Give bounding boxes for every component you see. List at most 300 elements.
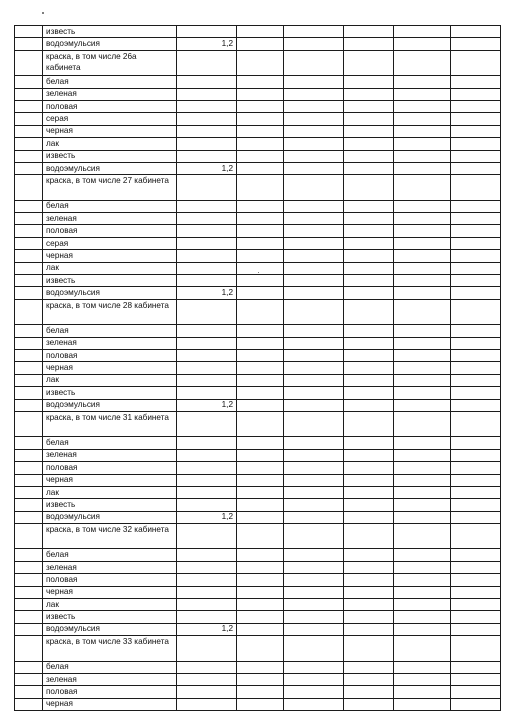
empty-cell bbox=[451, 349, 501, 361]
empty-cell bbox=[284, 524, 344, 549]
empty-cell bbox=[394, 462, 451, 474]
empty-cell bbox=[394, 225, 451, 237]
empty-cell bbox=[237, 362, 284, 374]
index-cell bbox=[15, 574, 43, 586]
table-row bbox=[15, 150, 501, 162]
material-name-cell: половая bbox=[43, 462, 177, 474]
empty-cell bbox=[394, 387, 451, 399]
empty-cell bbox=[394, 76, 451, 88]
empty-cell bbox=[451, 200, 501, 212]
empty-cell bbox=[451, 225, 501, 237]
empty-cell bbox=[237, 549, 284, 561]
empty-cell bbox=[394, 162, 451, 174]
empty-cell bbox=[284, 362, 344, 374]
empty-cell bbox=[344, 225, 394, 237]
empty-cell bbox=[237, 349, 284, 361]
table-row bbox=[15, 549, 501, 561]
empty-cell bbox=[284, 661, 344, 673]
empty-cell bbox=[451, 88, 501, 100]
empty-cell bbox=[284, 76, 344, 88]
empty-cell bbox=[344, 499, 394, 511]
table-row bbox=[15, 449, 501, 461]
empty-cell bbox=[451, 524, 501, 549]
empty-cell bbox=[284, 200, 344, 212]
empty-cell bbox=[394, 511, 451, 523]
material-name-cell: зеленая bbox=[43, 561, 177, 573]
material-name-cell: белая bbox=[43, 200, 177, 212]
empty-cell bbox=[394, 499, 451, 511]
empty-cell bbox=[394, 100, 451, 112]
table-row bbox=[15, 100, 501, 112]
material-name-cell: зеленая bbox=[43, 213, 177, 225]
empty-cell bbox=[237, 138, 284, 150]
empty-cell bbox=[284, 673, 344, 685]
table-row bbox=[15, 50, 501, 75]
empty-cell bbox=[284, 599, 344, 611]
empty-cell bbox=[344, 462, 394, 474]
empty-cell bbox=[394, 623, 451, 635]
table-row bbox=[15, 250, 501, 262]
empty-cell bbox=[344, 287, 394, 299]
table-row bbox=[15, 574, 501, 586]
index-cell bbox=[15, 462, 43, 474]
index-cell bbox=[15, 673, 43, 685]
empty-cell bbox=[344, 88, 394, 100]
index-cell bbox=[15, 150, 43, 162]
index-cell bbox=[15, 362, 43, 374]
empty-cell bbox=[451, 636, 501, 661]
empty-cell bbox=[451, 486, 501, 498]
empty-cell bbox=[284, 686, 344, 698]
index-cell bbox=[15, 100, 43, 112]
empty-cell bbox=[451, 162, 501, 174]
empty-cell bbox=[451, 623, 501, 635]
empty-cell bbox=[451, 449, 501, 461]
empty-cell bbox=[284, 349, 344, 361]
material-name-cell: зеленая bbox=[43, 88, 177, 100]
empty-cell bbox=[284, 561, 344, 573]
materials-table bbox=[14, 25, 501, 711]
empty-cell bbox=[451, 76, 501, 88]
coefficient-cell bbox=[177, 325, 237, 337]
empty-cell bbox=[344, 262, 394, 274]
empty-cell bbox=[284, 511, 344, 523]
empty-cell bbox=[284, 38, 344, 50]
table-row bbox=[15, 162, 501, 174]
index-cell bbox=[15, 524, 43, 549]
empty-cell bbox=[284, 88, 344, 100]
empty-cell bbox=[284, 411, 344, 436]
table-row bbox=[15, 287, 501, 299]
material-name-cell: половая bbox=[43, 686, 177, 698]
empty-cell bbox=[394, 374, 451, 386]
coefficient-cell: 1,2 bbox=[177, 162, 237, 174]
empty-cell bbox=[344, 349, 394, 361]
coefficient-cell bbox=[177, 150, 237, 162]
table-row bbox=[15, 561, 501, 573]
empty-cell bbox=[451, 262, 501, 274]
empty-cell bbox=[344, 549, 394, 561]
empty-cell bbox=[451, 50, 501, 75]
empty-cell bbox=[451, 113, 501, 125]
coefficient-cell bbox=[177, 686, 237, 698]
empty-cell bbox=[344, 686, 394, 698]
empty-cell bbox=[237, 162, 284, 174]
empty-cell bbox=[237, 399, 284, 411]
index-cell bbox=[15, 237, 43, 249]
index-cell bbox=[15, 337, 43, 349]
empty-cell bbox=[284, 225, 344, 237]
empty-cell bbox=[237, 88, 284, 100]
coefficient-cell bbox=[177, 411, 237, 436]
empty-cell bbox=[237, 449, 284, 461]
table-row bbox=[15, 524, 501, 549]
material-name-cell: черная bbox=[43, 250, 177, 262]
empty-cell bbox=[344, 524, 394, 549]
empty-cell bbox=[451, 325, 501, 337]
empty-cell bbox=[451, 698, 501, 710]
coefficient-cell bbox=[177, 599, 237, 611]
table-row bbox=[15, 686, 501, 698]
empty-cell bbox=[284, 299, 344, 324]
empty-cell bbox=[344, 76, 394, 88]
coefficient-cell bbox=[177, 100, 237, 112]
table-row bbox=[15, 299, 501, 324]
empty-cell bbox=[284, 213, 344, 225]
empty-cell bbox=[394, 449, 451, 461]
coefficient-cell: 1,2 bbox=[177, 38, 237, 50]
empty-cell bbox=[237, 486, 284, 498]
coefficient-cell bbox=[177, 561, 237, 573]
index-cell bbox=[15, 250, 43, 262]
material-name-cell: краска, в том числе 32 кабинета bbox=[43, 524, 177, 549]
empty-cell bbox=[344, 325, 394, 337]
index-cell bbox=[15, 125, 43, 137]
empty-cell bbox=[394, 287, 451, 299]
empty-cell bbox=[284, 437, 344, 449]
empty-cell bbox=[344, 50, 394, 75]
index-cell bbox=[15, 474, 43, 486]
empty-cell bbox=[344, 200, 394, 212]
empty-cell bbox=[237, 113, 284, 125]
index-cell bbox=[15, 175, 43, 200]
empty-cell bbox=[237, 325, 284, 337]
coefficient-cell bbox=[177, 299, 237, 324]
index-cell bbox=[15, 387, 43, 399]
empty-cell bbox=[344, 162, 394, 174]
index-cell bbox=[15, 586, 43, 598]
empty-cell bbox=[451, 549, 501, 561]
empty-cell bbox=[284, 262, 344, 274]
table-row bbox=[15, 623, 501, 635]
table-row bbox=[15, 26, 501, 38]
empty-cell bbox=[237, 213, 284, 225]
empty-cell bbox=[394, 262, 451, 274]
empty-cell bbox=[394, 698, 451, 710]
material-name-cell: черная bbox=[43, 362, 177, 374]
empty-cell bbox=[284, 387, 344, 399]
index-cell bbox=[15, 486, 43, 498]
material-name-cell: лак bbox=[43, 262, 177, 274]
coefficient-cell bbox=[177, 225, 237, 237]
index-cell bbox=[15, 38, 43, 50]
empty-cell bbox=[451, 175, 501, 200]
empty-cell bbox=[394, 362, 451, 374]
empty-cell bbox=[451, 299, 501, 324]
material-name-cell: известь bbox=[43, 26, 177, 38]
material-name-cell: половая bbox=[43, 349, 177, 361]
empty-cell bbox=[394, 661, 451, 673]
empty-cell bbox=[284, 337, 344, 349]
index-cell bbox=[15, 349, 43, 361]
empty-cell bbox=[451, 673, 501, 685]
table-row bbox=[15, 275, 501, 287]
coefficient-cell bbox=[177, 362, 237, 374]
empty-cell bbox=[237, 387, 284, 399]
empty-cell bbox=[344, 636, 394, 661]
material-name-cell: водоэмульсия bbox=[43, 511, 177, 523]
index-cell bbox=[15, 698, 43, 710]
index-cell bbox=[15, 213, 43, 225]
coefficient-cell bbox=[177, 387, 237, 399]
index-cell bbox=[15, 399, 43, 411]
empty-cell bbox=[344, 374, 394, 386]
empty-cell bbox=[451, 337, 501, 349]
empty-cell bbox=[237, 698, 284, 710]
empty-cell bbox=[451, 437, 501, 449]
coefficient-cell bbox=[177, 499, 237, 511]
table-row bbox=[15, 511, 501, 523]
empty-cell bbox=[394, 275, 451, 287]
empty-cell bbox=[451, 100, 501, 112]
table-row bbox=[15, 661, 501, 673]
table-row bbox=[15, 586, 501, 598]
empty-cell bbox=[237, 200, 284, 212]
table-row bbox=[15, 175, 501, 200]
table-row bbox=[15, 262, 501, 274]
empty-cell bbox=[344, 411, 394, 436]
empty-cell bbox=[284, 113, 344, 125]
index-cell bbox=[15, 374, 43, 386]
index-cell bbox=[15, 50, 43, 75]
empty-cell bbox=[284, 237, 344, 249]
empty-cell bbox=[237, 237, 284, 249]
empty-cell bbox=[394, 599, 451, 611]
empty-cell bbox=[394, 437, 451, 449]
material-name-cell: серая bbox=[43, 237, 177, 249]
material-name-cell: водоэмульсия bbox=[43, 38, 177, 50]
index-cell bbox=[15, 661, 43, 673]
material-name-cell: известь bbox=[43, 275, 177, 287]
empty-cell bbox=[344, 299, 394, 324]
empty-cell bbox=[237, 524, 284, 549]
coefficient-cell bbox=[177, 636, 237, 661]
material-name-cell: белая bbox=[43, 437, 177, 449]
empty-cell bbox=[344, 673, 394, 685]
coefficient-cell bbox=[177, 175, 237, 200]
empty-cell bbox=[344, 237, 394, 249]
empty-cell bbox=[284, 325, 344, 337]
empty-cell bbox=[451, 474, 501, 486]
empty-cell bbox=[237, 511, 284, 523]
index-cell bbox=[15, 275, 43, 287]
empty-cell bbox=[451, 574, 501, 586]
empty-cell bbox=[344, 150, 394, 162]
empty-cell bbox=[284, 574, 344, 586]
table-row bbox=[15, 636, 501, 661]
empty-cell bbox=[394, 611, 451, 623]
empty-cell bbox=[284, 499, 344, 511]
coefficient-cell bbox=[177, 26, 237, 38]
empty-cell bbox=[394, 50, 451, 75]
index-cell bbox=[15, 299, 43, 324]
material-name-cell: лак bbox=[43, 374, 177, 386]
empty-cell bbox=[284, 50, 344, 75]
coefficient-cell bbox=[177, 673, 237, 685]
material-name-cell: черная bbox=[43, 125, 177, 137]
coefficient-cell bbox=[177, 661, 237, 673]
empty-cell bbox=[451, 561, 501, 573]
coefficient-cell bbox=[177, 486, 237, 498]
coefficient-cell bbox=[177, 88, 237, 100]
coefficient-cell bbox=[177, 250, 237, 262]
empty-cell bbox=[394, 175, 451, 200]
empty-cell bbox=[237, 474, 284, 486]
empty-cell bbox=[284, 175, 344, 200]
empty-cell bbox=[451, 125, 501, 137]
empty-cell bbox=[344, 486, 394, 498]
empty-cell bbox=[237, 100, 284, 112]
material-name-cell: известь bbox=[43, 611, 177, 623]
empty-cell bbox=[284, 474, 344, 486]
empty-cell bbox=[394, 250, 451, 262]
empty-cell bbox=[284, 100, 344, 112]
empty-cell bbox=[344, 38, 394, 50]
empty-cell bbox=[237, 437, 284, 449]
empty-cell bbox=[284, 287, 344, 299]
empty-cell bbox=[284, 586, 344, 598]
empty-cell bbox=[237, 462, 284, 474]
table-row bbox=[15, 411, 501, 436]
empty-cell bbox=[237, 611, 284, 623]
table-row bbox=[15, 325, 501, 337]
empty-cell bbox=[237, 636, 284, 661]
empty-cell bbox=[344, 362, 394, 374]
material-name-cell: черная bbox=[43, 586, 177, 598]
empty-cell bbox=[394, 673, 451, 685]
empty-cell bbox=[284, 462, 344, 474]
empty-cell bbox=[451, 213, 501, 225]
empty-cell bbox=[344, 437, 394, 449]
empty-cell bbox=[344, 250, 394, 262]
empty-cell bbox=[344, 661, 394, 673]
empty-cell bbox=[344, 337, 394, 349]
coefficient-cell bbox=[177, 113, 237, 125]
material-name-cell: белая bbox=[43, 549, 177, 561]
coefficient-cell bbox=[177, 213, 237, 225]
coefficient-cell: 1,2 bbox=[177, 511, 237, 523]
index-cell bbox=[15, 225, 43, 237]
empty-cell bbox=[237, 411, 284, 436]
empty-cell bbox=[394, 299, 451, 324]
empty-cell bbox=[451, 611, 501, 623]
empty-cell bbox=[237, 499, 284, 511]
empty-cell bbox=[394, 686, 451, 698]
table-row bbox=[15, 499, 501, 511]
empty-cell bbox=[284, 549, 344, 561]
empty-cell bbox=[394, 325, 451, 337]
coefficient-cell bbox=[177, 474, 237, 486]
empty-cell bbox=[394, 399, 451, 411]
empty-cell bbox=[237, 38, 284, 50]
empty-cell bbox=[394, 125, 451, 137]
empty-cell bbox=[284, 150, 344, 162]
empty-cell bbox=[344, 599, 394, 611]
empty-cell bbox=[237, 125, 284, 137]
index-cell bbox=[15, 76, 43, 88]
empty-cell bbox=[284, 125, 344, 137]
empty-cell bbox=[451, 586, 501, 598]
empty-cell bbox=[394, 213, 451, 225]
empty-cell bbox=[394, 26, 451, 38]
empty-cell bbox=[237, 661, 284, 673]
empty-cell bbox=[344, 611, 394, 623]
empty-cell bbox=[237, 586, 284, 598]
index-cell bbox=[15, 449, 43, 461]
empty-cell bbox=[344, 100, 394, 112]
empty-cell bbox=[394, 524, 451, 549]
index-cell bbox=[15, 686, 43, 698]
table-row bbox=[15, 125, 501, 137]
empty-cell bbox=[237, 337, 284, 349]
empty-cell bbox=[237, 374, 284, 386]
material-name-cell: черная bbox=[43, 698, 177, 710]
coefficient-cell bbox=[177, 76, 237, 88]
empty-cell bbox=[394, 113, 451, 125]
table-row bbox=[15, 611, 501, 623]
empty-cell bbox=[451, 661, 501, 673]
index-cell bbox=[15, 138, 43, 150]
index-cell bbox=[15, 26, 43, 38]
empty-cell bbox=[344, 399, 394, 411]
empty-cell bbox=[451, 38, 501, 50]
empty-cell bbox=[394, 237, 451, 249]
coefficient-cell bbox=[177, 574, 237, 586]
empty-cell bbox=[237, 76, 284, 88]
empty-cell bbox=[284, 636, 344, 661]
empty-cell bbox=[344, 275, 394, 287]
empty-cell bbox=[394, 586, 451, 598]
coefficient-cell: 1,2 bbox=[177, 399, 237, 411]
material-name-cell: водоэмульсия bbox=[43, 623, 177, 635]
index-cell bbox=[15, 262, 43, 274]
table-row bbox=[15, 673, 501, 685]
table-row bbox=[15, 599, 501, 611]
index-cell bbox=[15, 113, 43, 125]
table-row bbox=[15, 213, 501, 225]
index-cell bbox=[15, 162, 43, 174]
table-row bbox=[15, 225, 501, 237]
empty-cell bbox=[394, 636, 451, 661]
table-row bbox=[15, 349, 501, 361]
empty-cell bbox=[284, 162, 344, 174]
table-row bbox=[15, 399, 501, 411]
index-cell bbox=[15, 88, 43, 100]
index-cell bbox=[15, 200, 43, 212]
material-name-cell: белая bbox=[43, 661, 177, 673]
material-name-cell: краска, в том числе 27 кабинета bbox=[43, 175, 177, 200]
empty-cell bbox=[394, 561, 451, 573]
